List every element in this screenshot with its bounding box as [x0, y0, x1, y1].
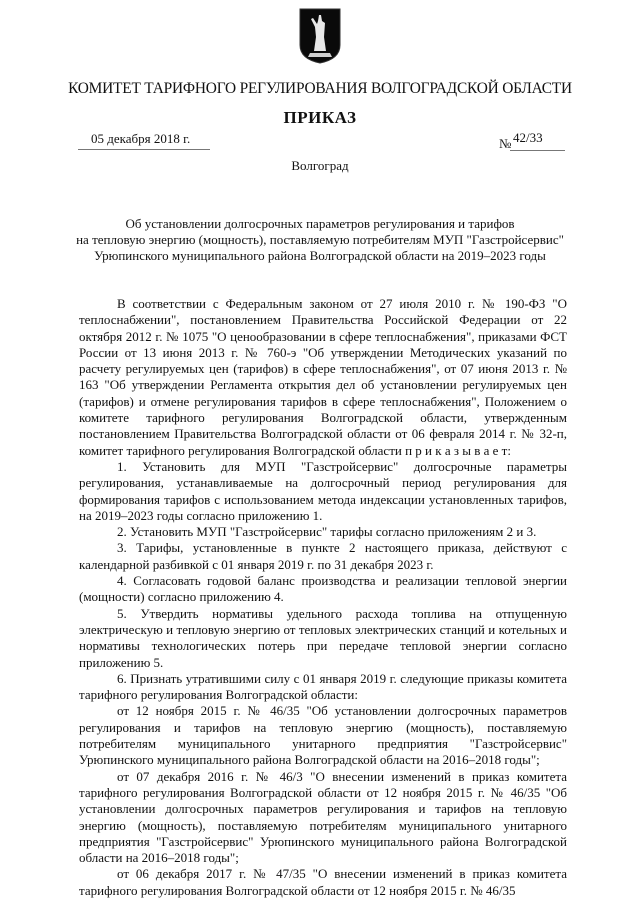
- repealed-order-item: от 07 декабря 2016 г. № 46/3 "О внесении изменений в приказ комитета тарифного регулирования Волгоградской области от 12 ноября 2015 г. № 46/35 "Об установлении долгосрочных параметров регулирования и тарифов на тепловую энергию (мощность), поставляемую потребителям муниципального унитарного предприятия "Газстройсервис" Урюпинского муниципального района Волгоградской области на 2016–2018 годы";: [79, 768, 567, 866]
- clause-6: 6. Признать утратившими силу с 01 января 2019 г. следующие приказы комитета тарифного регулирования Волгоградской области:: [79, 670, 567, 703]
- subject-line: Об установлении долгосрочных параметров регулирования и тарифов: [125, 216, 515, 231]
- order-date: 05 декабря 2018 г.: [91, 131, 191, 146]
- repealed-order-item: от 06 декабря 2017 г. № 47/35 "О внесении изменений в приказ комитета тарифного регулирования Волгоградской области от 12 ноября 2015 г. № 46/35: [79, 866, 567, 898]
- date-underline: [78, 149, 210, 150]
- coat-of-arms-icon: [298, 7, 342, 64]
- order-body: [79, 296, 567, 899]
- order-number: 42/33: [513, 130, 543, 145]
- committee-name: КОМИТЕТ ТАРИФНОГО РЕГУЛИРОВАНИЯ ВОЛГОГРАДСКОЙ ОБЛАСТИ: [68, 80, 572, 97]
- document-type-title: ПРИКАЗ: [283, 108, 357, 127]
- subject-line: на тепловую энергию (мощность), поставляемую потребителям МУП "Газстройсервис": [76, 232, 564, 247]
- clause-1: 1. Установить для МУП "Газстройсервис" долгосрочные параметры регулирования, устанавливаемые на долгосрочный период регулирования для формирования тарифов с использованием метода индексации установленных тарифов, на 2019–2023 годы согласно приложению 1.: [79, 458, 567, 523]
- clause-2: 2. Установить МУП "Газстройсервис" тарифы согласно приложениям 2 и 3.: [117, 524, 537, 540]
- preamble-paragraph: В соответствии с Федеральным законом от 27 июля 2010 г. № 190-ФЗ "О теплоснабжении", постановлением Правительства Российской Федерации от 22 октября 2012 г. № 1075 "О ценообразовании в сфере теплоснабжения", приказами ФСТ России от 13 июня 2013 г. № 760-э "Об утверждении Методических указаний по расчету регулируемых цен (тарифов) в сфере теплоснабжения", от 07 июня 2013 г. № 163 "Об утверждении Регламента открытия дел об установлении регулируемых цен (тарифов) и отмене регулирования тарифов в сфере теплоснабжения", Положением о комитете тарифного регулирования Волгоградской области, утвержденным постановлением Правительства Волгоградской области от 06 февраля 2014 г. № 32-п, комитет тарифного регулирования Волгоградской области п р и к а з ы в а е т:: [79, 296, 567, 458]
- clause-3: 3. Тарифы, установленные в пункте 2 настоящего приказа, действуют с календарной разбивкой с 01 января 2019 г. по 31 декабря 2023 г.: [79, 540, 567, 572]
- order-number-label: №: [499, 136, 512, 151]
- subject-line: Урюпинского муниципального района Волгоградской области на 2019–2023 годы: [94, 248, 546, 263]
- clause-5: 5. Утвердить нормативы удельного расхода топлива на отпущенную электрическую и тепловую энергию от тепловых электрических станций и котельных и нормативы технологических потерь при передаче тепловой энергии согласно приложению 5.: [79, 605, 567, 670]
- city-name: Волгоград: [291, 158, 349, 173]
- coat-of-arms-shield: [298, 7, 342, 64]
- order-subject: [70, 216, 570, 264]
- number-underline: [510, 150, 565, 151]
- repealed-order-item: от 12 ноября 2015 г. № 46/35 "Об установлении долгосрочных параметров регулирования и тарифов на тепловую энергию (мощность), поставляемую потребителям муниципального унитарного предприятия "Газстройсервис" Урюпинского муниципального района Волгоградской области на 2016–2018 годы";: [79, 703, 567, 768]
- clause-4: 4. Согласовать годовой баланс производства и реализации тепловой энергии (мощности) согласно приложению 4.: [79, 573, 567, 605]
